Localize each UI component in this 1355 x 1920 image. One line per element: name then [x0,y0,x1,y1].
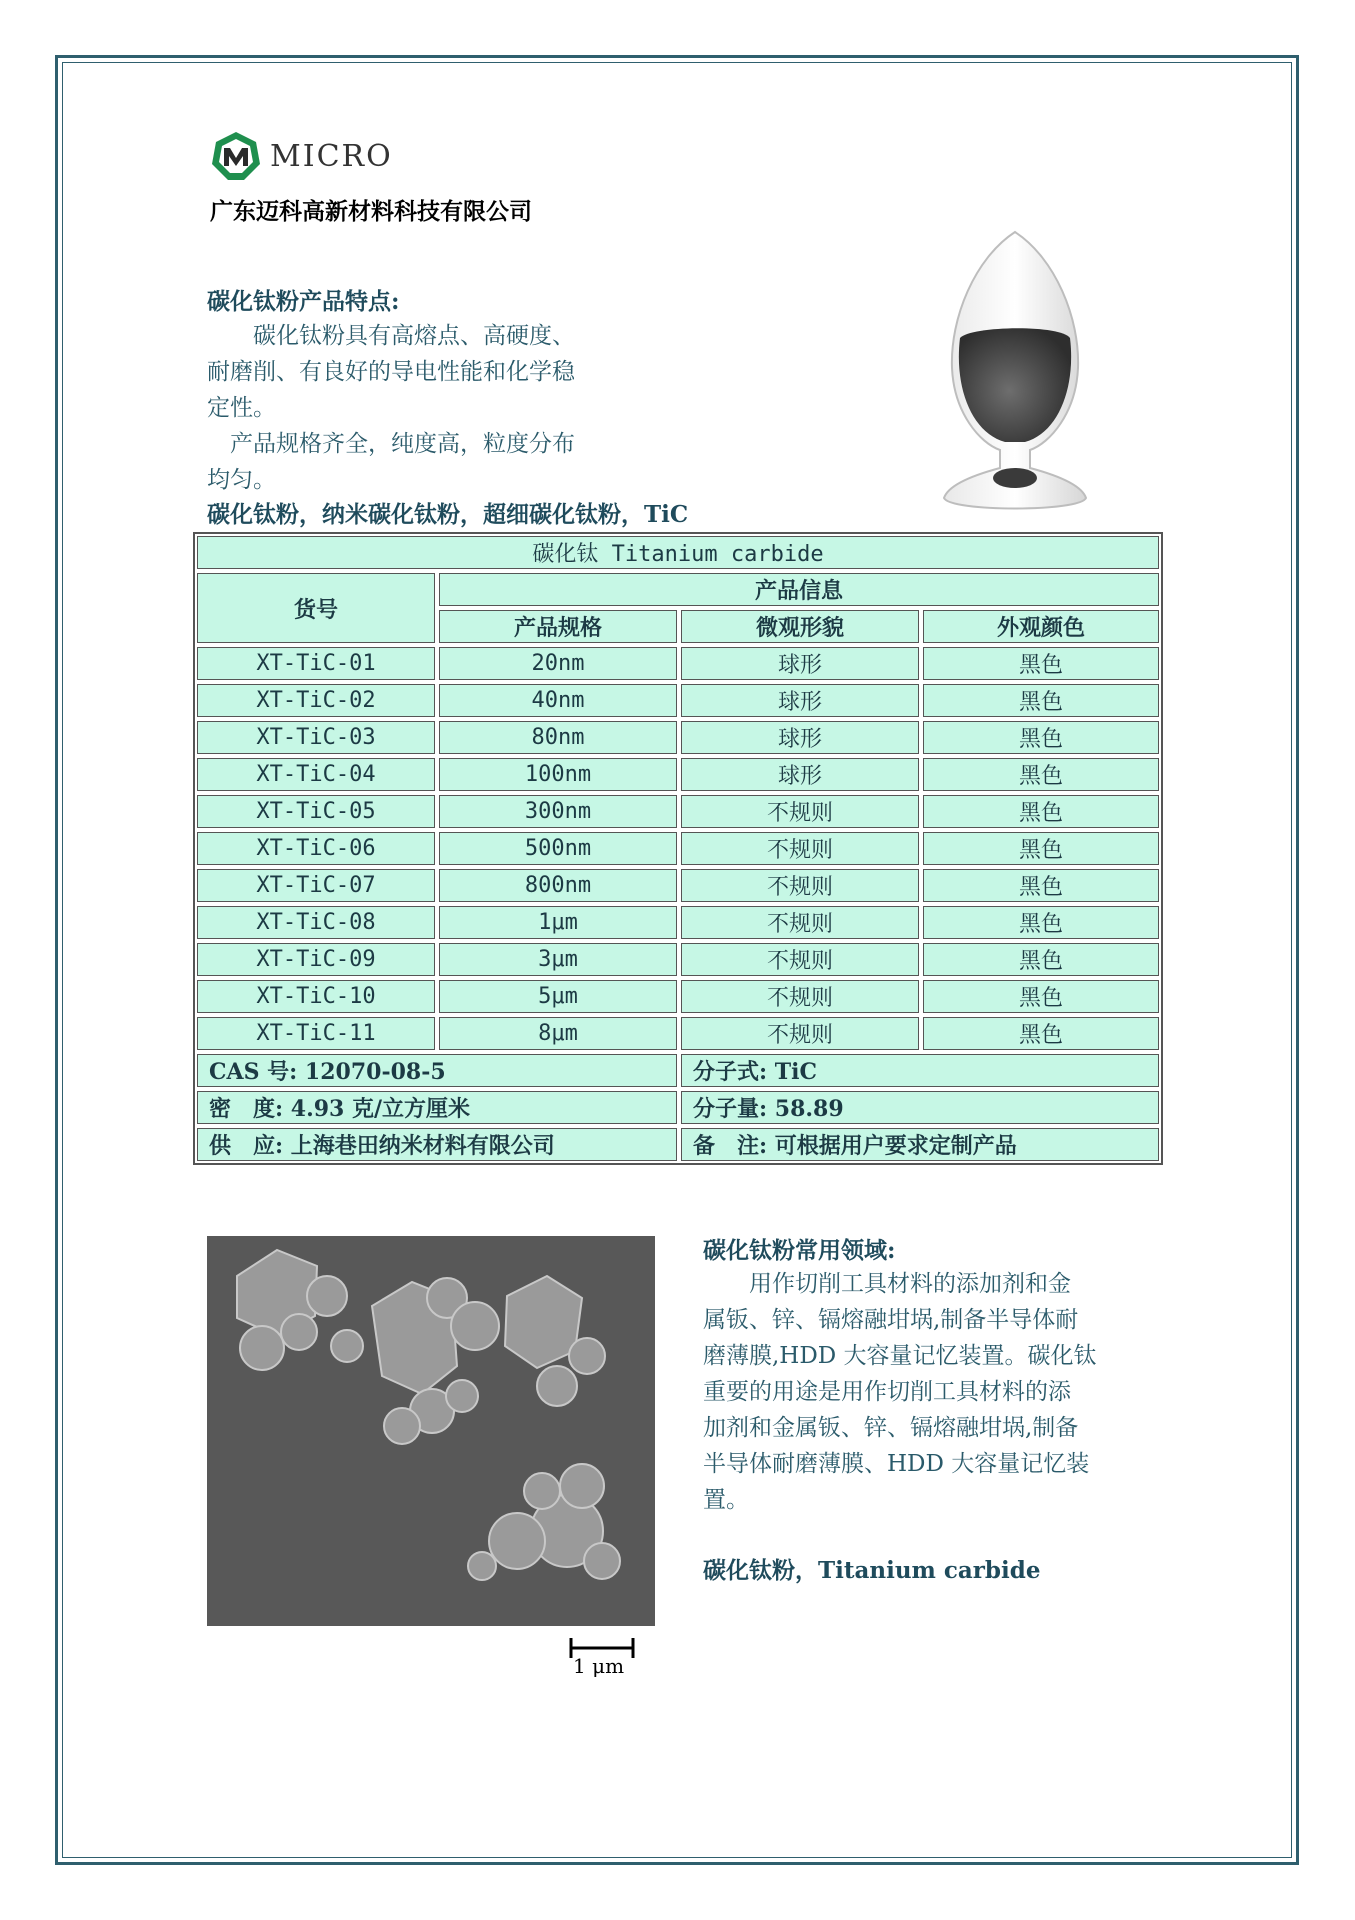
table-row [195,830,1161,867]
color-cell: 黑色 [921,682,1161,719]
table-footer-row [195,1126,1161,1163]
company-name: 广东迈科高新材料科技有限公司 [210,199,532,225]
sem-image [207,1236,655,1626]
micro-logo-icon [210,130,262,182]
col-item-header: 货号 [195,571,437,645]
item-cell: XT-TiC-02 [195,682,437,719]
table-row [195,978,1161,1015]
features-keywords: 碳化钛粉，纳米碳化钛粉，超细碳化钛粉，TiC [207,501,689,528]
applications-line: 重要的用途是用作切削工具材料的添 [703,1379,1071,1405]
table-footer-row [195,1052,1161,1089]
item-cell: XT-TiC-10 [195,978,437,1015]
morph-cell: 球形 [679,719,921,756]
applications-line: 属钣、锌、镉熔融坩埚,制备半导体耐 [703,1307,1079,1333]
col-spec-header: 产品规格 [437,608,679,645]
color-cell: 黑色 [921,1015,1161,1052]
color-cell: 黑色 [921,830,1161,867]
table-title-row [195,534,1161,571]
col-color-header: 外观颜色 [921,608,1161,645]
morph-cell: 球形 [679,756,921,793]
morph-cell: 不规则 [679,978,921,1015]
applications-line: 半导体耐磨薄膜、HDD 大容量记忆装 [703,1451,1090,1477]
col-morph-header: 微观形貌 [679,608,921,645]
sem-micrograph [207,1236,655,1684]
color-cell: 黑色 [921,867,1161,904]
spec-table [193,532,1163,1165]
features-line: 产品规格齐全，纯度高，粒度分布 [207,431,575,457]
item-cell: XT-TiC-06 [195,830,437,867]
spec-cell: 8μm [437,1015,679,1052]
spec-cell: 20nm [437,645,679,682]
color-cell: 黑色 [921,719,1161,756]
spec-cell: 40nm [437,682,679,719]
molecular-formula: 分子式: TiC [679,1052,1161,1089]
supplier: 供 应: 上海巷田纳米材料有限公司 [195,1126,679,1163]
applications-title: 碳化钛粉常用领域: [703,1237,896,1264]
group-header: 产品信息 [437,571,1161,608]
item-cell: XT-TiC-09 [195,941,437,978]
table-row [195,756,1161,793]
color-cell: 黑色 [921,978,1161,1015]
morph-cell: 不规则 [679,793,921,830]
density: 密 度: 4.93 克/立方厘米 [195,1089,679,1126]
features-line: 碳化钛粉具有高熔点、高硬度、 [207,323,575,349]
table-header-row [195,571,1161,608]
item-cell: XT-TiC-03 [195,719,437,756]
morph-cell: 球形 [679,645,921,682]
table-footer-row [195,1089,1161,1126]
spec-cell: 80nm [437,719,679,756]
color-cell: 黑色 [921,941,1161,978]
morph-cell: 不规则 [679,1015,921,1052]
features-body [207,318,677,498]
table-row [195,682,1161,719]
spec-cell: 100nm [437,756,679,793]
spec-cell: 800nm [437,867,679,904]
company-logo [210,130,393,182]
cas-number: CAS 号: 12070-08-5 [195,1052,679,1089]
spec-cell: 300nm [437,793,679,830]
item-cell: XT-TiC-04 [195,756,437,793]
morph-cell: 球形 [679,682,921,719]
applications-keywords: 碳化钛粉，Titanium carbide [703,1557,1041,1584]
item-cell: XT-TiC-11 [195,1015,437,1052]
powder-flask-photo [930,228,1100,520]
morph-cell: 不规则 [679,941,921,978]
spec-cell: 1μm [437,904,679,941]
item-cell: XT-TiC-08 [195,904,437,941]
features-line: 耐磨削、有良好的导电性能和化学稳 [207,359,575,385]
table-row [195,1015,1161,1052]
table-row [195,719,1161,756]
item-cell: XT-TiC-07 [195,867,437,904]
spec-cell: 5μm [437,978,679,1015]
applications-body [703,1266,1155,1518]
table-row [195,904,1161,941]
features-line: 均匀。 [207,467,276,493]
color-cell: 黑色 [921,793,1161,830]
morph-cell: 不规则 [679,830,921,867]
table-row [195,867,1161,904]
applications-line: 用作切削工具材料的添加剂和金 [703,1271,1071,1297]
color-cell: 黑色 [921,904,1161,941]
item-cell: XT-TiC-05 [195,793,437,830]
color-cell: 黑色 [921,756,1161,793]
scale-label: 1 μm [573,1654,625,1678]
features-title: 碳化钛粉产品特点: [207,288,400,315]
spec-cell: 500nm [437,830,679,867]
morph-cell: 不规则 [679,867,921,904]
spec-cell: 3μm [437,941,679,978]
molecular-weight: 分子量: 58.89 [679,1089,1161,1126]
table-row [195,645,1161,682]
table-title: 碳化钛 Titanium carbide [195,534,1161,571]
applications-line: 加剂和金属钣、锌、镉熔融坩埚,制备 [703,1415,1079,1441]
features-line: 定性。 [207,395,276,421]
table-row [195,793,1161,830]
table-row [195,941,1161,978]
logo-text: MICRO [270,138,393,174]
item-cell: XT-TiC-01 [195,645,437,682]
color-cell: 黑色 [921,645,1161,682]
remark: 备 注: 可根据用户要求定制产品 [679,1126,1161,1163]
applications-line: 置。 [703,1487,749,1513]
morph-cell: 不规则 [679,904,921,941]
applications-line: 磨薄膜,HDD 大容量记忆装置。碳化钛 [703,1343,1097,1369]
